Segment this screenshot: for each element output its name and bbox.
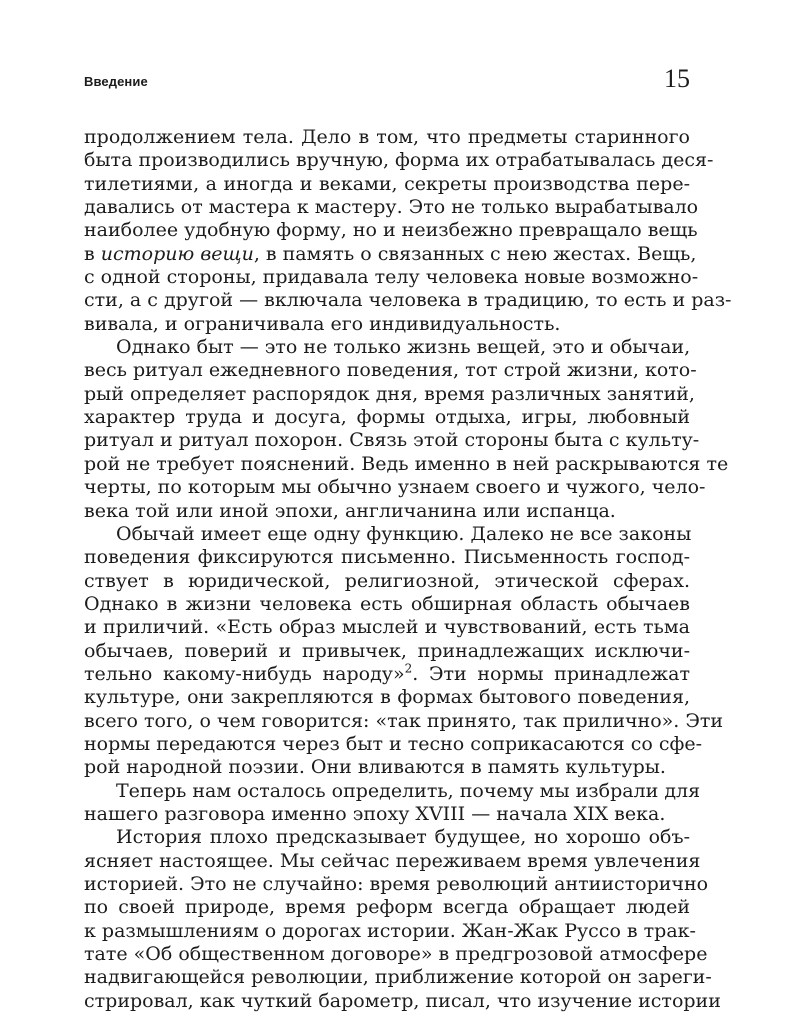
- text-line: ритуал и ритуал похорон. Связь этой стороны быта с культу-: [84, 429, 700, 452]
- text-line: быта производились вручную, форма их отрабатывалась деся-: [84, 149, 714, 172]
- page-number: 15: [664, 64, 690, 93]
- text-line-start: в: [84, 242, 101, 265]
- text-line: рой не требует пояснений. Ведь именно в ней раскрываются те: [84, 452, 729, 475]
- paragraph-first-line: История плохо предсказывает будущее, но хорошо объ-: [116, 826, 690, 849]
- text-line-end: . Эти нормы принадлежат: [412, 662, 690, 685]
- italic-phrase: историю вещи: [100, 242, 254, 265]
- paragraph-first-line: Однако быт — это не только жизнь вещей, это и обычаи,: [116, 336, 691, 359]
- text-line: тате «Об общественном договоре» в предгрозовой атмосфере: [84, 943, 708, 966]
- text-line: обычаев, поверий и привычек, принадлежащих исключи-: [84, 639, 690, 662]
- running-title: Введение: [84, 74, 148, 89]
- text-line-start: тельно какому-нибудь народу»: [84, 662, 405, 685]
- text-line: сти, а с другой — включала человека в традицию, то есть и раз-: [84, 289, 732, 312]
- text-line: черты, по которым мы обычно узнаем своего и чужого, чело-: [84, 476, 706, 499]
- text-line: характер труда и досуга, формы отдыха, игры, любовный: [84, 406, 690, 429]
- text-line: стрировал, как чуткий барометр, писал, что изучение истории: [84, 989, 721, 1012]
- text-line: века той или иной эпохи, англичанина или испанца.: [84, 499, 616, 522]
- text-line: надвигающейся революции, приближение которой он зареги-: [84, 966, 712, 989]
- text-line: по своей природе, время реформ всегда обращает людей: [84, 896, 690, 919]
- text-line: тилетиями, а иногда и веками, секреты производства пере-: [84, 172, 690, 195]
- paragraph-first-line: Обычай имеет еще одну функцию. Далеко не все законы: [116, 522, 692, 545]
- text-line: наиболее удобную форму, но и неизбежно превращало вещь: [84, 219, 698, 242]
- text-line: нашего разговора именно эпоху XVIII — начала XIX века.: [84, 802, 666, 825]
- text-line: давались от мастера к мастеру. Это не только вырабатывало: [84, 196, 699, 219]
- text-line: к размышлениям о дорогах истории. Жан-Жак Руссо в трак-: [84, 919, 696, 942]
- text-line: рый определяет распорядок дня, время различных занятий,: [84, 382, 695, 405]
- body-text: [84, 126, 732, 1013]
- text-line: ствует в юридической, религиозной, этической сферах.: [84, 569, 690, 592]
- text-line: нормы передаются через быт и тесно соприкасаются со сфе-: [84, 732, 702, 755]
- text-line: [84, 663, 690, 686]
- text-line: весь ритуал ежедневного поведения, тот строй жизни, кото-: [84, 359, 697, 382]
- text-line: [84, 242, 697, 266]
- text-line: рой народной поэзии. Они вливаются в память культуры.: [84, 756, 666, 779]
- footnote-marker: 2: [404, 661, 413, 676]
- text-line: всего того, о чем говорится: «так принято, так прилично». Эти: [84, 709, 724, 732]
- text-line-end: , в память о связанных с нею жестах. Вещь,: [253, 242, 697, 265]
- text-line: ясняет настоящее. Мы сейчас переживаем время увлечения: [84, 849, 701, 872]
- paragraph-first-line: Теперь нам осталось определить, почему мы избрали для: [116, 779, 701, 802]
- text-line: с одной стороны, придавала телу человека новые возможно-: [84, 266, 699, 289]
- text-line: историей. Это не случайно: время революций антиисторично: [84, 873, 709, 895]
- text-line: Однако в жизни человека есть обширная область обычаев: [84, 592, 690, 615]
- text-line: и приличий. «Есть образ мыслей и чувствований, есть тьма: [84, 616, 690, 639]
- text-line: культуре, они закрепляются в формах бытового поведения,: [84, 686, 690, 709]
- text-line: продолжением тела. Дело в том, что предметы старинного: [84, 126, 690, 148]
- text-line: вивала, и ограничивала его индивидуальность.: [84, 312, 561, 335]
- text-line: поведения фиксируются письменно. Письменность господ-: [84, 546, 690, 569]
